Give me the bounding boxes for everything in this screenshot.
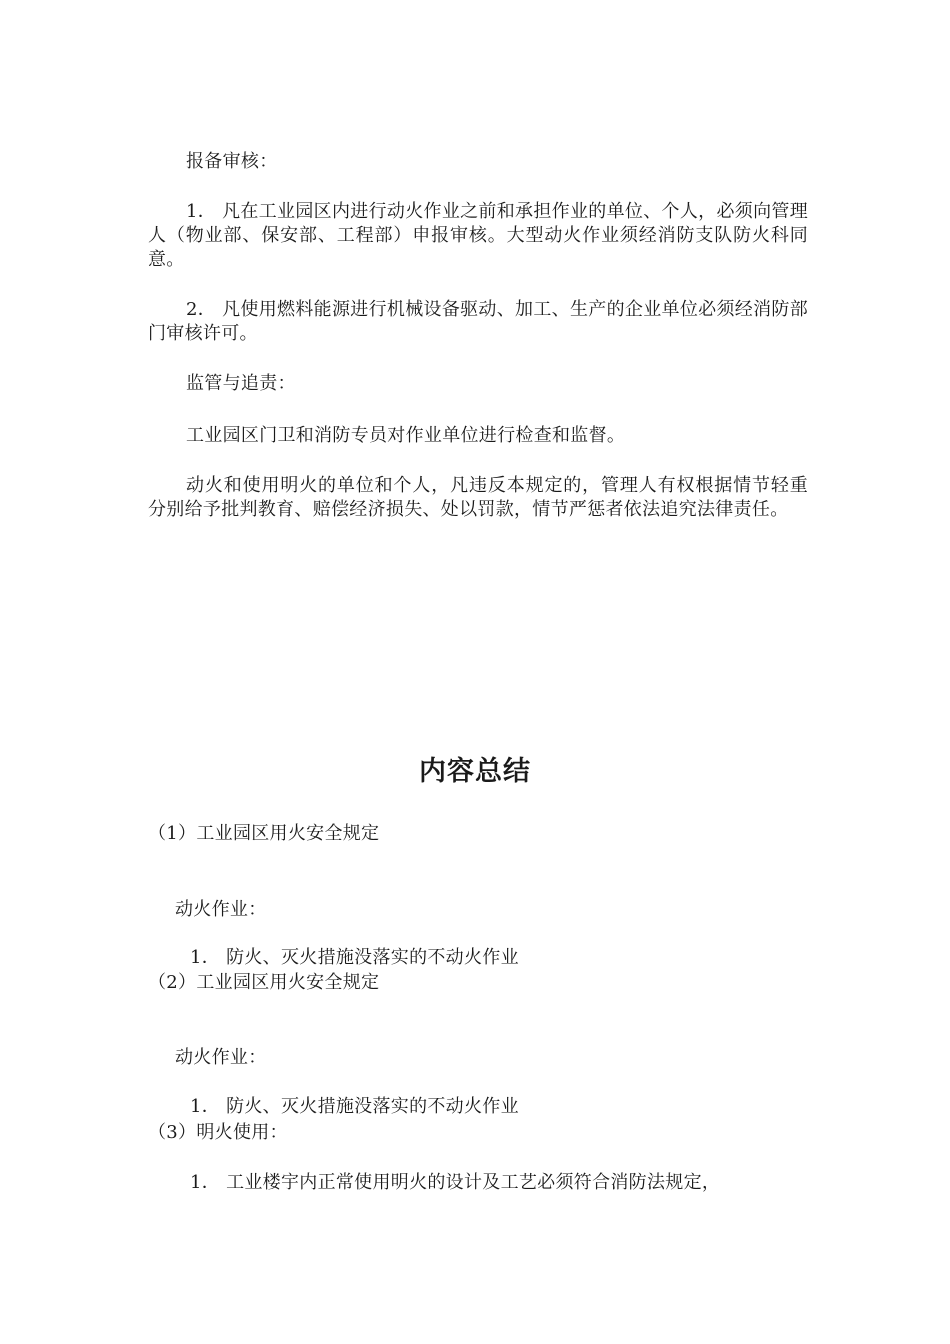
filing-item-1: 1． 凡在工业园区内进行动火作业之前和承担作业的单位、个人，必须向管理人（物业部、保安部、工程部）申报审核。大型动火作业须经消防支队防火科同意。 bbox=[148, 201, 808, 270]
summary-section-1-item: 1． 防火、灭火措施没落实的不动火作业 bbox=[190, 947, 519, 968]
summary-section-1-sub: 动火作业： bbox=[175, 899, 267, 920]
summary-section-2-sub: 动火作业： bbox=[175, 1047, 267, 1068]
supervision-heading: 监管与追责： bbox=[186, 373, 296, 394]
summary-section-3-heading: （3）明火使用： bbox=[148, 1122, 288, 1143]
summary-section-3-item: 1． 工业楼宇内正常使用明火的设计及工艺必须符合消防法规定， bbox=[190, 1172, 721, 1193]
summary-title: 内容总结 bbox=[419, 756, 531, 787]
filing-item-2: 2． 凡使用燃料能源进行机械设备驱动、加工、生产的企业单位必须经消防部门审核许可。 bbox=[148, 299, 808, 344]
summary-section-2-heading: （2）工业园区用火安全规定 bbox=[148, 972, 380, 993]
liability-text: 动火和使用明火的单位和个人，凡违反本规定的，管理人有权根据情节轻重分别给予批判教育、赔偿经济损失、处以罚款，情节严惩者依法追究法律责任。 bbox=[148, 475, 808, 520]
filing-heading: 报备审核： bbox=[186, 151, 278, 172]
summary-section-1-heading: （1）工业园区用火安全规定 bbox=[148, 823, 380, 844]
supervision-text: 工业园区门卫和消防专员对作业单位进行检查和监督。 bbox=[186, 425, 626, 446]
summary-section-2-item: 1． 防火、灭火措施没落实的不动火作业 bbox=[190, 1096, 519, 1117]
